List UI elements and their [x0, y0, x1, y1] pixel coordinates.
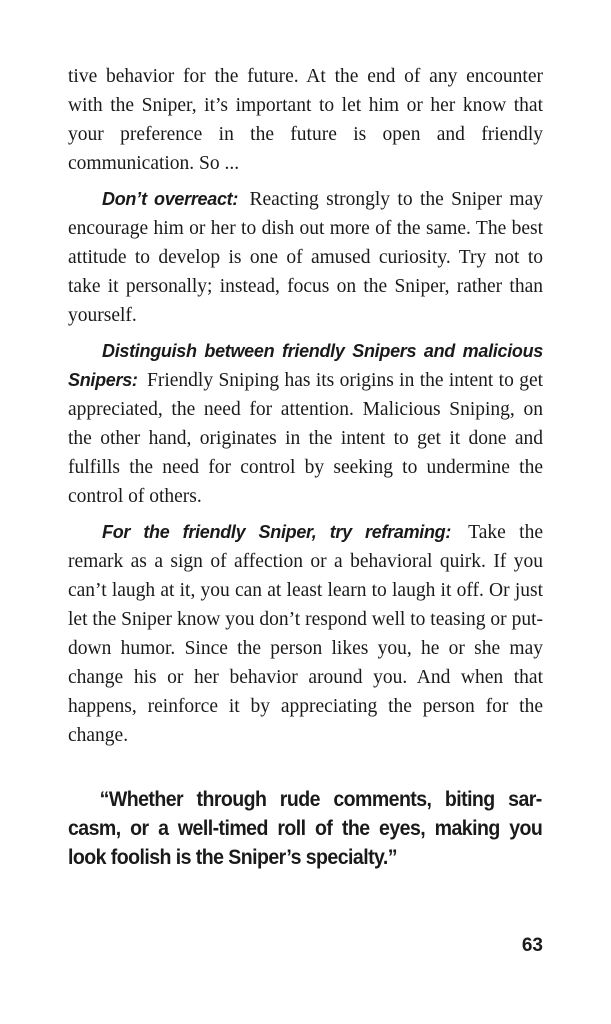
body-paragraph-continuation: [68, 62, 543, 178]
page-number: 63: [521, 935, 543, 956]
paragraph-text: Take the remark as a sign of affection or a behavioral quirk. If you can’t laugh at it, you can at least learn to laugh it off. Or just let the Sniper know you don’t respond well to teasing or put-down humor. Since the person likes you, he or she may change his or her behavior around you. And when that happens, reinforce it by appreciating the person for the change.: [68, 522, 544, 746]
pull-quote: “Whether through rude comments, biting sarcasm, or a well-timed roll of the eyes, making you look foolish is the Sniper’s specialty.”: [68, 788, 543, 869]
paragraph-text: Reacting strongly to the Sniper may encourage him or her to dish out more of the same. The best attitude to develop is one of amused curiosity. Try not to take it personally; instead, focus on the Sniper, rather than yourself.: [68, 189, 544, 326]
paragraph-text: tive behavior for the future. At the end of any encounter with the Sniper, it’s important to let him or her know that your preference in the future is open and friendly communication. So ...: [68, 66, 543, 174]
body-paragraph-distinguish-snipers: [68, 337, 543, 511]
paragraph-text: Friendly Sniping has its origins in the intent to get appreciated, the need for attention. Malicious Sniping, on the other hand, originates in the intent to get it done and fulfills the need for control by seeking to undermine the control of others.: [68, 370, 544, 507]
paragraph-lead-heading: For the friendly Sniper, try reframing:: [102, 522, 452, 542]
paragraph-lead-heading: Don’t overreact:: [102, 189, 239, 209]
body-paragraph-reframing: [68, 518, 543, 750]
paragraph-lead-heading: Distinguish between friendly Snipers and malicious Snipers:: [68, 341, 543, 390]
body-paragraph-dont-overreact: [68, 185, 543, 330]
page-content: [68, 62, 543, 872]
